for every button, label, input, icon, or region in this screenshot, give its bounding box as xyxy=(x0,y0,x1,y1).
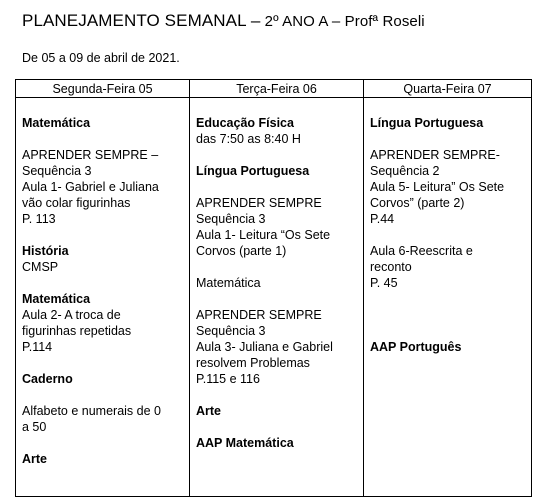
activity-text: Matemática xyxy=(196,276,261,290)
activity-block xyxy=(370,147,525,227)
activity-block xyxy=(22,147,183,227)
activity-text: Alfabeto e numerais de 0 a 50 xyxy=(22,404,161,434)
activity-heading: Caderno xyxy=(22,372,73,386)
day-cell-monday xyxy=(16,98,190,497)
activity-text: APRENDER SEMPRE Sequência 3 Aula 1- Leitura “Os Sete Corvos (parte 1) xyxy=(196,196,331,258)
activity-block xyxy=(196,307,357,387)
title-main: PLANEJAMENTO SEMANAL – xyxy=(22,11,261,30)
day-header-tuesday: Terça-Feira 06 xyxy=(190,80,364,98)
day-header-wednesday: Quarta-Feira 07 xyxy=(364,80,532,98)
activity-block xyxy=(370,243,525,291)
activity-block xyxy=(22,403,183,435)
day-header-row xyxy=(16,80,532,98)
activity-heading: Língua Portuguesa xyxy=(196,164,310,178)
activity-text: APRENDER SEMPRE – Sequência 3 Aula 1- Gabriel e Juliana vão colar figurinhas P. 113 xyxy=(22,148,159,226)
activity-block xyxy=(370,115,525,131)
activity-block xyxy=(22,291,183,355)
activity-block xyxy=(370,307,525,323)
activity-heading: Arte xyxy=(196,404,222,418)
day-cell-tuesday xyxy=(190,98,364,497)
activity-block xyxy=(22,371,183,387)
activity-block xyxy=(196,163,357,179)
day-cell-wednesday xyxy=(364,98,532,497)
activity-heading: Matemática xyxy=(22,116,91,130)
activity-block xyxy=(196,275,357,291)
activity-heading: Matemática xyxy=(22,292,91,306)
activity-heading: Arte xyxy=(22,452,48,466)
week-period: De 05 a 09 de abril de 2021. xyxy=(22,51,180,65)
activity-heading: AAP Português xyxy=(370,340,462,354)
activity-text: Aula 2- A troca de figurinhas repetidas P.114 xyxy=(22,308,132,354)
activity-block xyxy=(196,195,357,259)
activity-block xyxy=(196,403,357,419)
activity-heading: História xyxy=(22,244,69,258)
day-content-row xyxy=(16,98,532,497)
title-class-teacher: 2º ANO A – Profª Roseli xyxy=(260,13,425,30)
activity-text: CMSP xyxy=(22,260,59,274)
activity-heading: AAP Matemática xyxy=(196,436,294,450)
weekly-plan-table xyxy=(15,79,532,497)
activity-heading: Educação Física xyxy=(196,116,294,130)
day-header-monday: Segunda-Feira 05 xyxy=(16,80,190,98)
activity-block xyxy=(370,339,525,355)
activity-block xyxy=(22,243,183,275)
activity-block xyxy=(22,451,183,467)
activity-text: das 7:50 as 8:40 H xyxy=(196,132,301,146)
activity-heading: Língua Portuguesa xyxy=(370,116,484,130)
page-title xyxy=(22,11,425,31)
activity-text: APRENDER SEMPRE Sequência 3 Aula 3- Juliana e Gabriel resolvem Problemas P.115 e 116 xyxy=(196,308,333,386)
activity-block xyxy=(196,115,357,147)
activity-block xyxy=(196,435,357,451)
activity-block xyxy=(22,115,183,131)
activity-text: Aula 6-Reescrita e reconto P. 45 xyxy=(370,244,473,290)
activity-text: APRENDER SEMPRE- Sequência 2 Aula 5- Leitura” Os Sete Corvos” (parte 2) P.44 xyxy=(370,148,505,226)
